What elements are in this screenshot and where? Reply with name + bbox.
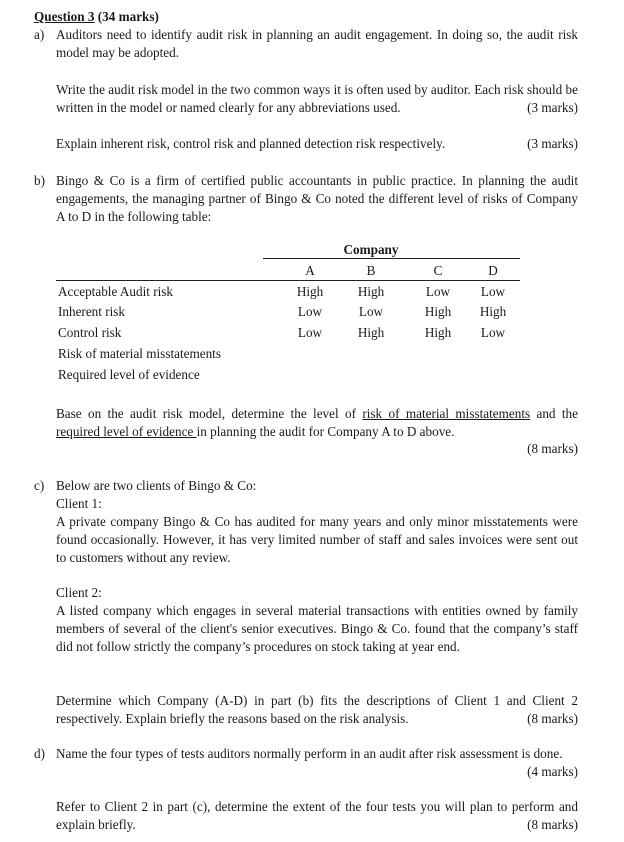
table-cell: Low [425,284,451,299]
part-b-intro: Bingo & Co is a firm of certified public accountants in public practice. In planning the audit engagements, the managing partner of Bingo & Co noted the different level of risks of Company A to D in the following table: [56,173,578,224]
part-a-task1-text: Write the audit risk model in the two common ways it is often used by auditor. Each risk should be written in the model or named clearly for any abbreviations used. [56,82,578,115]
column-header-b: B [366,263,376,278]
part-a-task2-text: Explain inherent risk, control risk and planned detection risk respectively. [56,136,446,151]
client2-label: Client 2: [56,585,102,600]
part-d-task1: Name the four types of tests auditors normally perform in an audit after risk assessment is done. [56,746,563,761]
part-d-task2-marks: (8 marks) [460,816,578,834]
table-group-header: Company [343,242,399,257]
row-label-required-level-of-evidence: Required level of evidence [58,367,200,382]
part-c-marker: c) [34,478,45,493]
question-title [34,8,159,26]
column-header-a: A [305,263,315,278]
column-header-c: C [433,263,443,278]
row-label-control-risk: Control risk [58,325,122,340]
row-label-risk-of-material-misstatements: Risk of material misstatements [58,346,221,361]
part-d-marker: d) [34,746,45,761]
table-cell: High [357,284,385,299]
part-b-marker: b) [34,173,45,188]
table-top-rule [263,258,520,259]
part-a-task2-marks: (3 marks) [527,136,578,151]
part-c-task-marks: (8 marks) [460,710,578,728]
client1-text: A private company Bingo & Co has audited for many years and only minor misstatements were found occasionally. However, it has very limited number of staff and sales invoices were sent out to customers without any review. [56,514,578,565]
table-cell: Low [297,325,323,340]
part-b-task [56,405,578,441]
row-label-acceptable-audit-risk: Acceptable Audit risk [58,284,173,299]
table-cell: High [424,304,452,319]
part-d-task1-marks: (4 marks) [460,763,578,781]
table-cell: High [296,284,324,299]
part-a-task1-marks: (3 marks) [527,100,578,115]
question-marks: (34 marks) [97,9,159,24]
part-b-task-underline-2: required level of evidence [56,424,197,439]
table-cell: Low [480,325,506,340]
part-b-task-pre: Base on the audit risk model, determine the level of [56,406,363,421]
question-number: Question 3 [34,9,95,24]
table-cell: Low [358,304,384,319]
column-header-d: D [488,263,498,278]
table-cell: High [479,304,507,319]
part-b-task-marks: (8 marks) [527,441,578,456]
table-cell: High [357,325,385,340]
part-d-task2: Refer to Client 2 in part (c), determine the extent of the four tests you will plan to perform and explain briefly. [56,799,578,832]
row-label-inherent-risk: Inherent risk [58,304,126,319]
client1-label: Client 1: [56,496,102,511]
part-c-intro: Below are two clients of Bingo & Co: [56,478,257,493]
part-a-intro: Auditors need to identify audit risk in planning an audit engagement. In doing so, the audit risk model may be adopted. [56,27,578,60]
table-cell: Low [480,284,506,299]
client2-text: A listed company which engages in several material transactions with entities owned by family members of several of the client's senior executives. Bingo & Co. found that the company’s staff did not follow strictly the company’s procedures on stock taking at year end. [56,603,578,654]
part-a-marker: a) [34,27,45,42]
part-b-task-mid: and the [530,406,578,421]
table-header-rule [56,280,520,281]
part-b-task-post: in planning the audit for Company A to D above. [196,424,455,439]
part-b-task-underline-1: risk of material misstatements [362,406,531,421]
table-cell: Low [297,304,323,319]
table-cell: High [424,325,452,340]
part-c-task: Determine which Company (A-D) in part (b) fits the descriptions of Client 1 and Client 2 respectively. Explain briefly the reasons based on the risk analysis. [56,693,578,726]
part-a-task2 [56,135,578,153]
